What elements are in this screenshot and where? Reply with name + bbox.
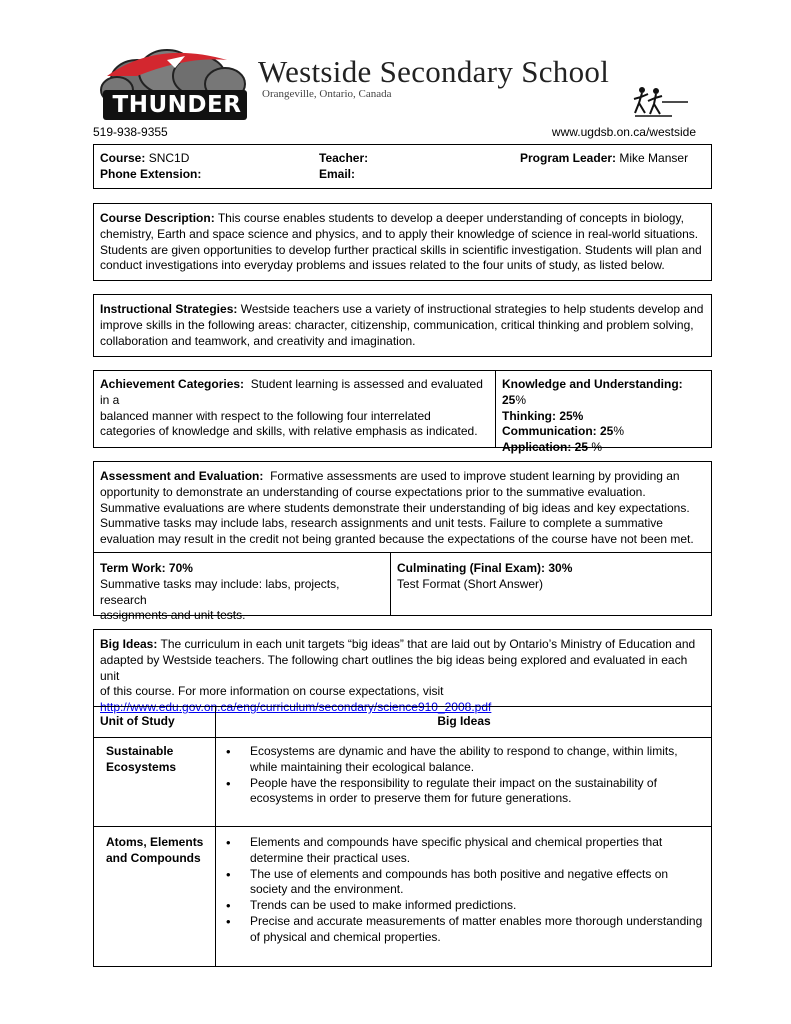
big-ideas-header-bottom	[93, 737, 712, 738]
teacher-label: Teacher:	[319, 151, 369, 165]
school-name: Westside Secondary School	[258, 54, 610, 89]
term-work-line-1: Summative tasks may include: labs, projects, research	[100, 576, 340, 607]
unit-ideas-sustainable-ecosystems	[216, 744, 706, 807]
big-ideas-line-2: adapted by Westside teachers. The following chart outlines the big ideas being explored and evaluated in each unit	[100, 652, 688, 683]
school-phone: 519-938-9355	[93, 125, 168, 139]
instructional-strategies-label: Instructional Strategies:	[100, 302, 238, 316]
list-item: • Ecosystems are dynamic and have the ability to respond to change, within limits, while maintaining their ecological balance.	[216, 744, 706, 776]
assessment-label: Assessment and Evaluation:	[100, 469, 264, 483]
big-ideas-label: Big Ideas:	[100, 637, 158, 651]
achievement-weights	[502, 377, 707, 456]
school-website[interactable]: www.ugdsb.on.ca/westside	[551, 125, 696, 139]
curriculum-link[interactable]: http://www.edu.gov.on.ca/eng/curriculum/secondary/science910_2008.pdf	[100, 700, 492, 715]
assessment-text	[100, 469, 705, 548]
list-item: • Elements and compounds have specific physical and chemical properties that determine their practical uses.	[216, 835, 706, 867]
course-value: SNC1D	[148, 151, 190, 165]
weight-application: Application: 25 %	[502, 440, 603, 455]
school-location: Orangeville, Ontario, Canada	[262, 88, 392, 100]
assessment-divider-h	[93, 552, 712, 553]
assessment-line-1: Assessment and Evaluation: Formative assessments are used to improve student learning by providing an	[100, 469, 680, 483]
term-work-line-2: assignments and unit tests.	[100, 608, 246, 623]
logo-text: THUNDER	[112, 92, 242, 118]
instructional-strategies	[100, 302, 705, 349]
instructional-strategies-line-3: collaboration and teamwork, and creativity and imagination.	[100, 333, 416, 348]
achievement-label: Achievement Categories:	[100, 377, 245, 391]
assessment-line-5: evaluation may result in the credit not being granted because the expectations of the course have not been met.	[100, 532, 694, 547]
course-description-line-1: Course Description: This course enables students to develop a deeper understanding of concepts in biology,	[100, 211, 684, 225]
achievement-line-2: balanced manner with respect to the following four interrelated	[100, 408, 431, 423]
col-header-unit: Unit of Study	[100, 714, 175, 728]
assessment-line-2: opportunity to demonstrate an understanding of course expectations prior to the summative evaluation.	[100, 484, 646, 499]
big-ideas-intro	[100, 637, 705, 716]
term-work-label: Term Work: 70%	[100, 561, 193, 575]
achievement-line-3: categories of knowledge and skills, with relative emphasis as indicated.	[100, 424, 478, 439]
course-description-line-3: Students are given opportunities to develop further practical skills in scientific investigation. Students will plan and	[100, 242, 702, 257]
unit-name-sustainable-ecosystems: Sustainable Ecosystems	[106, 744, 177, 774]
list-item: • Trends can be used to make informed predictions.	[216, 898, 706, 914]
course-field	[100, 151, 189, 167]
big-ideas-row-divider	[93, 826, 712, 827]
col-header-ideas: Big Ideas	[437, 714, 491, 728]
big-ideas-line-1: Big Ideas: The curriculum in each unit targets “big ideas” that are laid out by Ontario’s Ministry of Education and	[100, 637, 696, 651]
weight-communication: Communication: 25%	[502, 424, 625, 439]
course-description-line-4: conduct investigations into everyday problems and issues related to the four units of study, as listed below.	[100, 258, 665, 273]
culminating	[397, 561, 707, 593]
email-label: Email:	[319, 167, 356, 181]
course-description	[100, 211, 705, 274]
program-leader-value: Mike Manser	[619, 151, 689, 165]
unit-name-atoms-elements-compounds: Atoms, Elements and Compounds	[106, 835, 204, 865]
school-logo	[97, 46, 257, 124]
big-ideas-line-3: of this course. For more information on course expectations, visit	[100, 684, 444, 699]
achievement-divider	[495, 370, 496, 448]
culminating-label: Culminating (Final Exam): 30%	[397, 561, 573, 575]
list-item: • Precise and accurate measurements of matter enables more thorough understanding of physical and chemical properties.	[216, 914, 706, 946]
instructional-strategies-line-1: Instructional Strategies: Westside teachers use a variety of instructional strategies to help students develop and	[100, 302, 704, 316]
assessment-divider-v	[390, 552, 391, 616]
assessment-line-4: Summative tasks may include labs, research assignments and unit tests. Failure to complete a summative	[100, 516, 663, 531]
term-work	[100, 561, 385, 624]
big-ideas-table-top	[93, 706, 712, 707]
program-leader-field	[520, 151, 688, 167]
assessment-line-3: Summative evaluations are where students demonstrate their understanding of big ideas and key expectations.	[100, 500, 690, 515]
course-description-label: Course Description:	[100, 211, 215, 225]
list-item: • People have the responsibility to regulate their impact on the sustainability of ecosystems in order to preserve them for future generations.	[216, 776, 706, 808]
unit-ideas-atoms-elements-compounds	[216, 835, 706, 946]
achievement-text	[100, 377, 490, 440]
list-item: • The use of elements and compounds has both positive and negative effects on society and the environment.	[216, 867, 706, 899]
athletes-icon	[632, 86, 690, 118]
instructional-strategies-line-2: improve skills in the following areas: character, citizenship, communication, critical thinking and problem solving,	[100, 317, 694, 332]
course-label: Course:	[100, 151, 146, 165]
course-description-line-2: chemistry, Earth and space science and physics, and to apply their knowledge of science in real-world situations.	[100, 226, 699, 241]
program-leader-label: Program Leader:	[520, 151, 617, 165]
achievement-line-1: Achievement Categories: Student learning is assessed and evaluated in a	[100, 377, 483, 407]
weight-thinking: Thinking: 25%	[502, 408, 584, 423]
phone-extension-label: Phone Extension:	[100, 167, 202, 181]
weight-knowledge: Knowledge and Understanding: 25%	[502, 377, 683, 407]
culminating-text: Test Format (Short Answer)	[397, 576, 544, 591]
